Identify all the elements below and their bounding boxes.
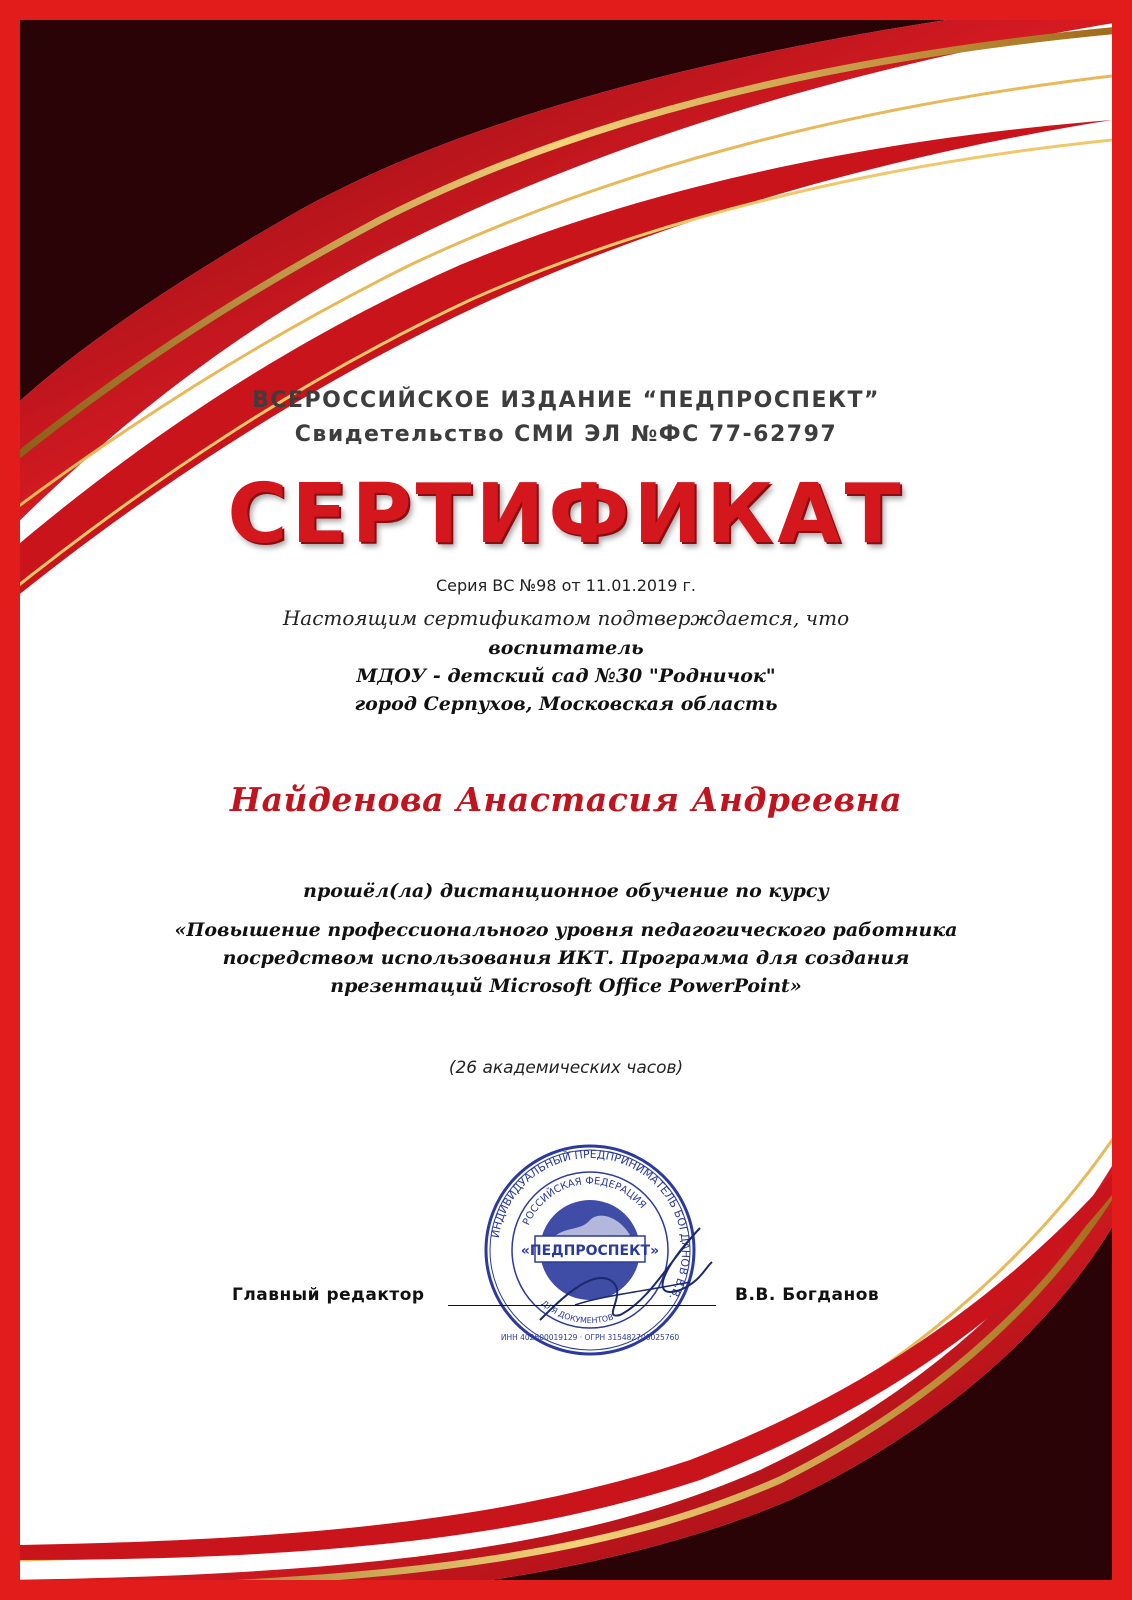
course-intro: прошёл(ла) дистанционное обучение по курсу [303, 880, 829, 902]
certificate-title: СЕРТИФИКАТ [227, 467, 905, 562]
stamp-center-text: «ПЕДПРОСПЕКТ» [520, 1243, 660, 1259]
recipient-location: город Серпухов, Московская область [354, 693, 778, 715]
course-title-line: «Повышение профессионального уровня педагогического работника [174, 919, 958, 941]
confirm-text: Настоящим сертификатом подтверждается, что [282, 606, 850, 630]
course-hours: (26 академических часов) [448, 1058, 684, 1078]
stamp-outer-text: ИНДИВИДУАЛЬНЫЙ ПРЕДПРИНИМАТЕЛЬ БОГДАНОВ В.В. [488, 1147, 693, 1303]
signature-name: В.В. Богданов [735, 1285, 880, 1305]
course-title-line: посредством использования ИКТ. Программа для создания [222, 947, 910, 969]
series-number: Серия ВС №98 от 11.01.2019 г. [436, 576, 696, 595]
signature-line [448, 1305, 716, 1306]
publisher-registration: Свидетельство СМИ ЭЛ №ФС 77-62797 [294, 422, 838, 447]
course-title-line: презентаций Microsoft Office PowerPoint» [330, 975, 802, 997]
publisher-name: ВСЕРОССИЙСКОЕ ИЗДАНИЕ “ПЕДПРОСПЕКТ” [252, 388, 880, 413]
signature-role: Главный редактор [232, 1285, 425, 1305]
recipient-organization: МДОУ - детский сад №30 "Родничок" [356, 665, 776, 687]
recipient-name: Найденова Анастасия Андреевна [229, 780, 903, 819]
stamp-codes: ИНН 402600019129 · ОГРН 315482700025760 [500, 1333, 680, 1342]
stamp-bottom-text: ДЛЯ ДОКУМЕНТОВ [539, 1298, 615, 1326]
recipient-position: воспитатель [488, 637, 644, 659]
stamp-inner-text: РОССИЙСКАЯ ФЕДЕРАЦИЯ [521, 1175, 648, 1227]
